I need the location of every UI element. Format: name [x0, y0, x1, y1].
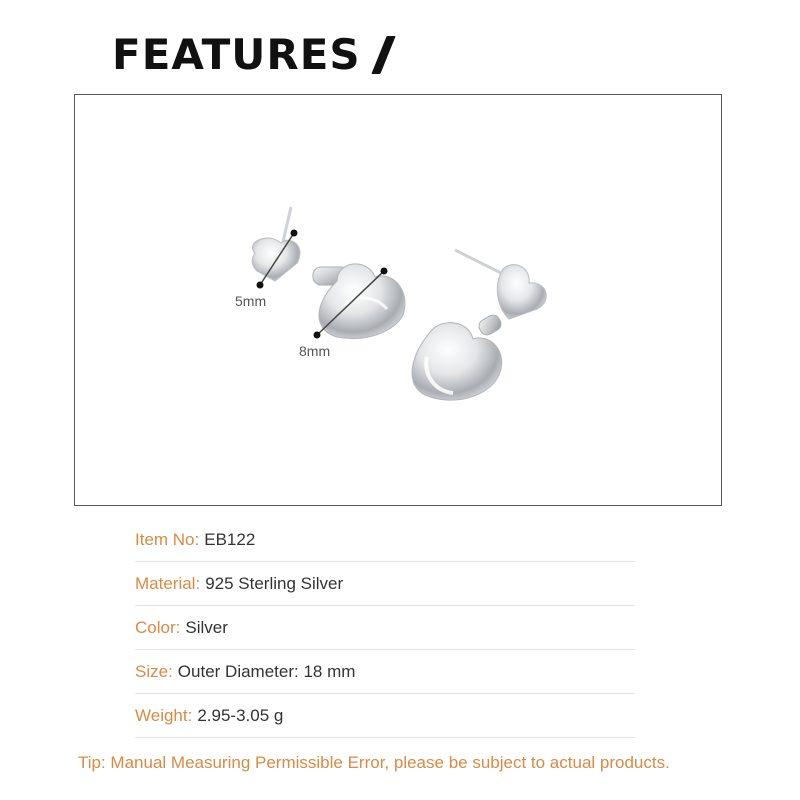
dimension-label-small: 5mm: [235, 293, 267, 309]
spec-row-color: [135, 606, 635, 650]
spec-label: Material:: [135, 573, 201, 593]
spec-value: Outer Diameter: 18 mm: [177, 661, 356, 681]
earrings-illustration: [75, 95, 723, 507]
spec-row-size: [135, 650, 635, 694]
spec-row-item-no: [135, 518, 635, 562]
page-title: FEATURES: [112, 30, 361, 79]
spec-row-material: [135, 562, 635, 606]
features-header: [112, 30, 388, 79]
spec-label: Item No:: [135, 529, 200, 549]
right-earring: [412, 250, 546, 400]
spec-value: 2.95-3.05 g: [197, 705, 284, 725]
dimension-label-large: 8mm: [299, 343, 331, 359]
spec-value: Silver: [185, 617, 228, 637]
measurement-tip: Tip: Manual Measuring Permissible Error, please be subject to actual products.: [78, 753, 670, 772]
spec-label: Color:: [135, 617, 181, 637]
spec-label: Size:: [135, 661, 173, 681]
spec-value: 925 Sterling Silver: [205, 573, 344, 593]
product-photo: [74, 94, 722, 506]
spec-list: [135, 518, 635, 738]
spec-row-weight: [135, 694, 635, 738]
spec-label: Weight:: [135, 705, 193, 725]
spec-value: EB122: [204, 529, 256, 549]
slash-icon: [371, 36, 395, 74]
